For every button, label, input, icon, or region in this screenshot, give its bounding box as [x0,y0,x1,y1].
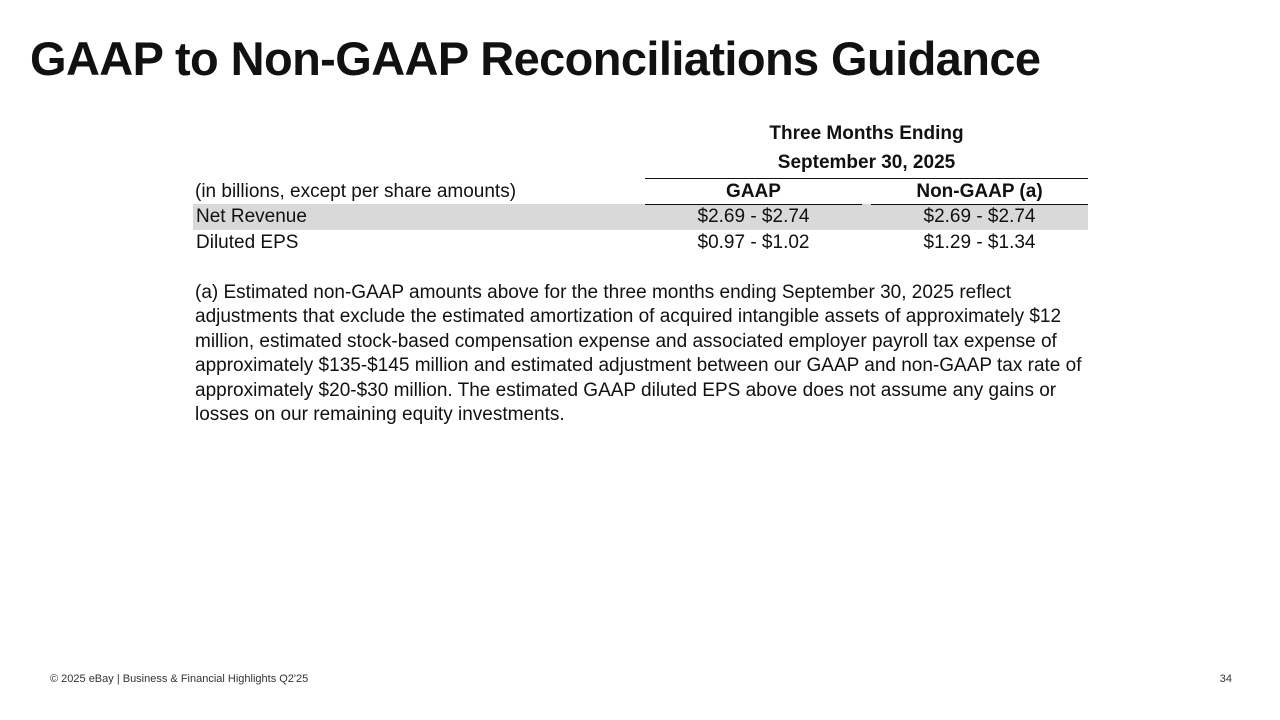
column-header-gaap: GAAP [726,181,781,202]
footer-copyright: © 2025 eBay | Business & Financial Highlights Q2'25 [50,673,309,685]
footnote-a: (a) Estimated non-GAAP amounts above for the three months ending September 30, 2025 reflect adjustments that exclude the estimated amortization of acquired intangible assets of approximately $12 million, estimated stock-based compensation expense and associated employer payroll tax expense of approximately $135-$145 million and estimated adjustment between our GAAP and non-GAAP tax rate of approximately $20-$30 million. The estimated GAAP diluted EPS above does not assume any gains or losses on our remaining equity investments. [195,282,1082,426]
table-row-net-revenue [193,204,1088,230]
row-label: Diluted EPS [196,232,299,253]
period-label-line-1: Three Months Ending [769,123,964,144]
column-header-row [193,179,1088,204]
gaap-value: $2.69 - $2.74 [697,206,810,227]
table-row-diluted-eps [193,230,1088,255]
guidance-table [193,118,1088,255]
period-header [193,118,1088,179]
period-label-line-2: September 30, 2025 [777,152,956,173]
row-label: Net Revenue [196,206,307,227]
gaap-value: $0.97 - $1.02 [697,232,810,253]
column-header-non-gaap: Non-GAAP (a) [916,181,1043,202]
non-gaap-value: $1.29 - $1.34 [923,232,1036,253]
non-gaap-value: $2.69 - $2.74 [923,206,1036,227]
units-label: (in billions, except per share amounts) [195,181,517,202]
page-number: 34 [1219,673,1232,685]
slide-title: GAAP to Non-GAAP Reconciliations Guidance [30,32,1041,85]
